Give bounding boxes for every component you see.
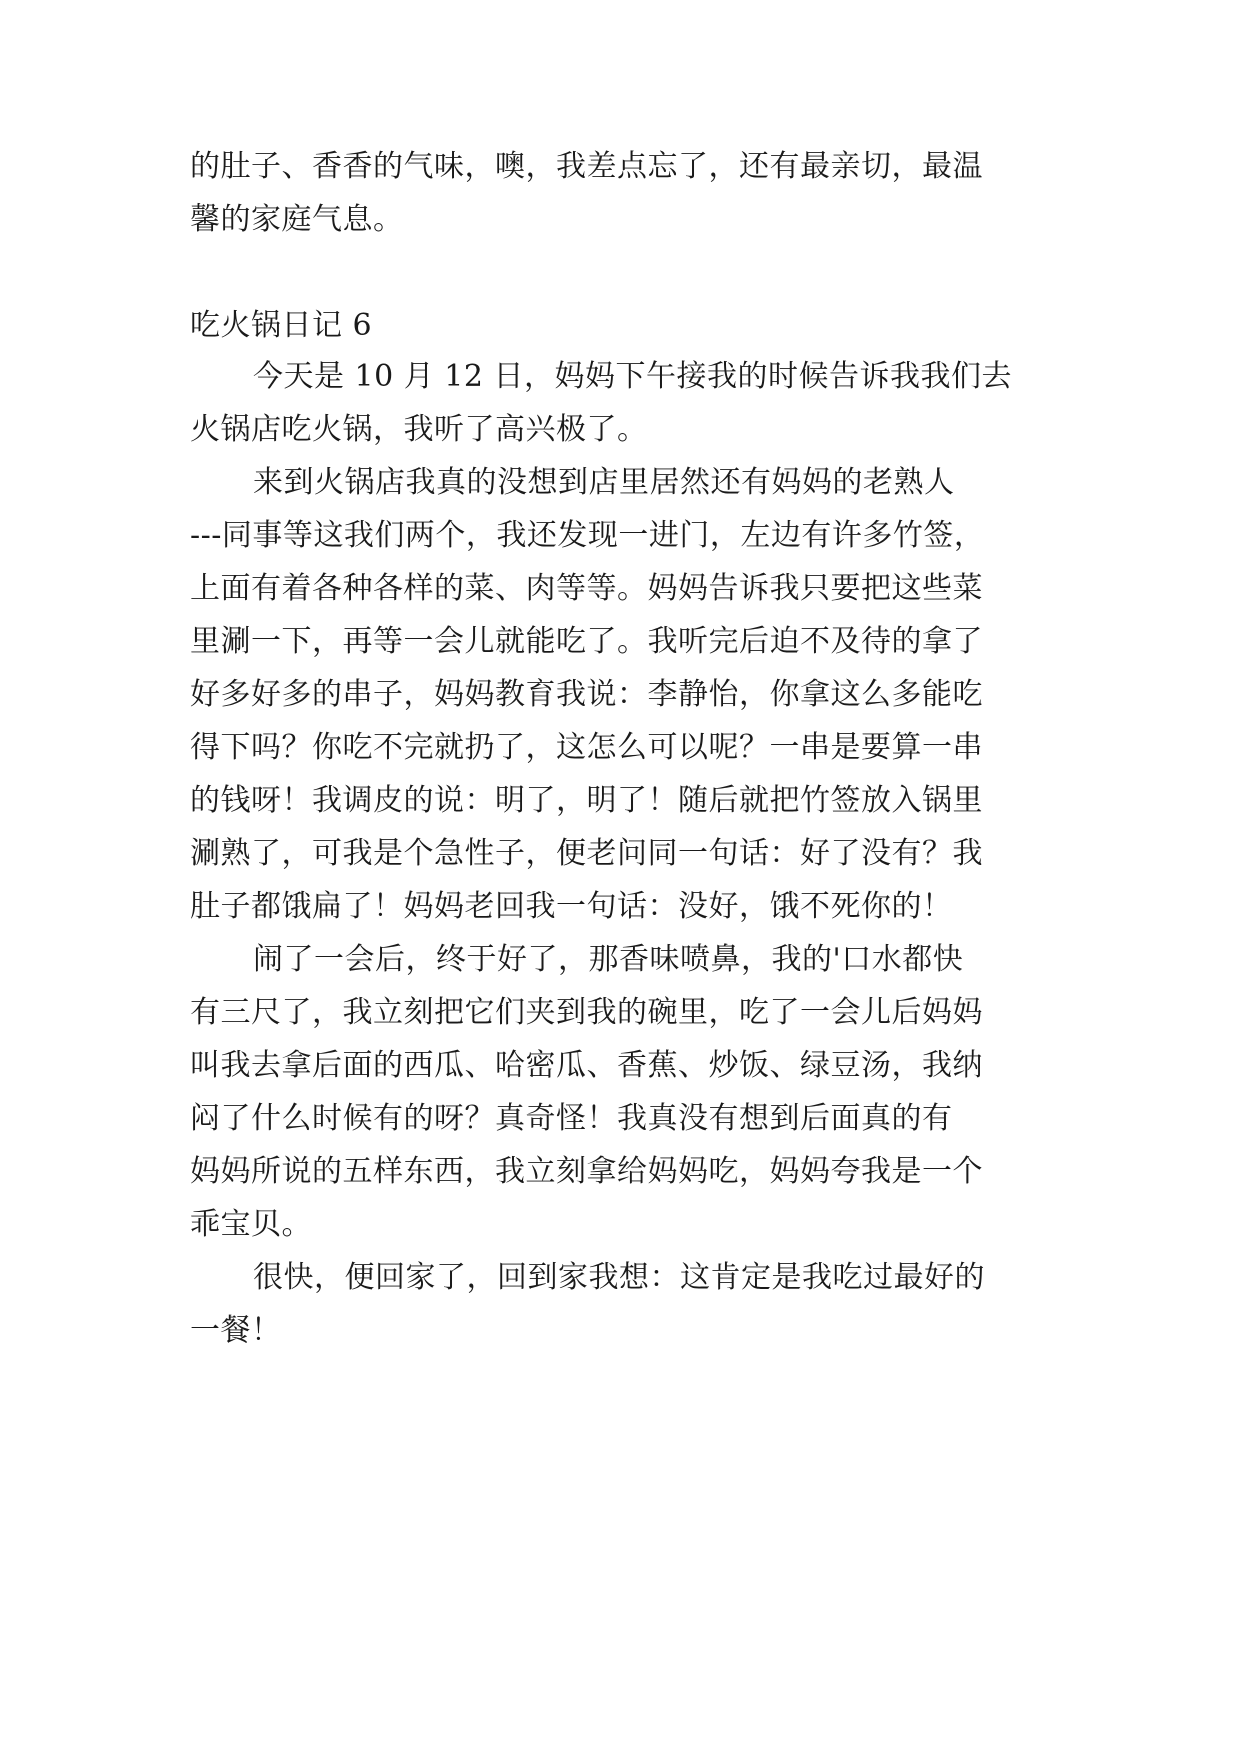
paragraph-line: 今天是 10 月 12 日，妈妈下午接我的时候告诉我我们去 — [253, 359, 1012, 394]
paragraph-line: 很快，便回家了，回到家我想：这肯定是我吃过最好的 — [253, 1260, 985, 1295]
paragraph-line: 来到火锅店我真的没想到店里居然还有妈妈的老熟人 — [253, 465, 955, 500]
text-line: 的肚子、香香的气味，噢，我差点忘了，还有最亲切，最温 — [190, 149, 983, 184]
paragraph-line: 里涮一下，再等一会儿就能吃了。我听完后迫不及待的拿了 — [190, 624, 983, 659]
paragraph-line: 叫我去拿后面的西瓜、哈密瓜、香蕉、炒饭、绿豆汤，我纳 — [190, 1048, 983, 1083]
paragraph-line: ---同事等这我们两个，我还发现一进门，左边有许多竹签， — [190, 518, 985, 553]
paragraph-line: 妈妈所说的五样东西，我立刻拿给妈妈吃，妈妈夸我是一个 — [190, 1154, 983, 1189]
paragraph-line: 涮熟了，可我是个急性子，便老问同一句话：好了没有？我 — [190, 836, 983, 871]
text-line: 馨的家庭气息。 — [190, 202, 404, 237]
paragraph-line: 闹了一会后，终于好了，那香味喷鼻，我的'口水都快 — [253, 942, 964, 977]
paragraph-line: 得下吗？你吃不完就扔了，这怎么可以呢？一串是要算一串 — [190, 730, 983, 765]
paragraph-line: 乖宝贝。 — [190, 1207, 312, 1242]
paragraph-line: 火锅店吃火锅，我听了高兴极了。 — [190, 412, 648, 447]
paragraph-line: 一餐！ — [190, 1313, 282, 1348]
paragraph-line: 好多好多的串子，妈妈教育我说：李静怡，你拿这么多能吃 — [190, 677, 983, 712]
paragraph-line: 肚子都饿扁了！妈妈老回我一句话：没好，饿不死你的！ — [190, 889, 953, 924]
paragraph-line: 有三尺了，我立刻把它们夹到我的碗里，吃了一会儿后妈妈 — [190, 995, 983, 1030]
section-title: 吃火锅日记 6 — [190, 308, 373, 343]
paragraph-line: 上面有着各种各样的菜、肉等等。妈妈告诉我只要把这些菜 — [190, 571, 983, 606]
paragraph-line: 的钱呀！我调皮的说：明了，明了！随后就把竹签放入锅里 — [190, 783, 983, 818]
paragraph-line: 闷了什么时候有的呀？真奇怪！我真没有想到后面真的有 — [190, 1101, 953, 1136]
